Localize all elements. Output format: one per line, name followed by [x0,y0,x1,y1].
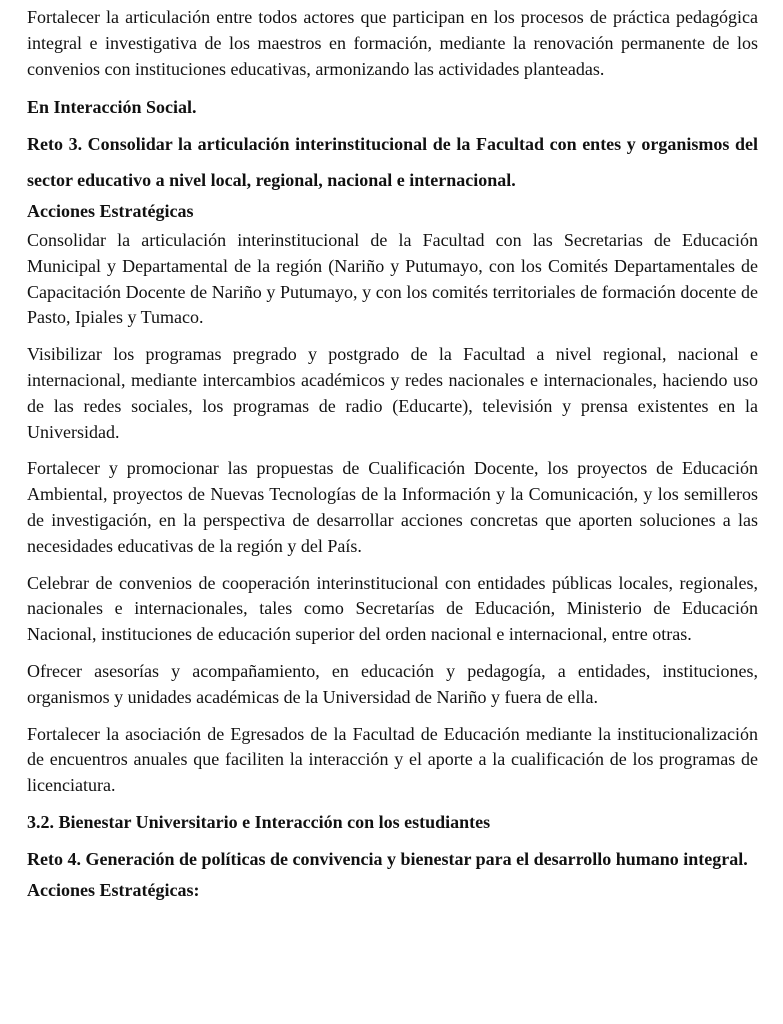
document-page [27,5,758,907]
action-paragraph: Fortalecer y promocionar las propuestas de Cualificación Docente, los proyectos de Educación Ambiental, proyectos de Nuevas Tecnologías de la Información y la Comunicación, y los semilleros de investigación, en la perspectiva de desarrollar acciones concretas que aporten soluciones a las necesidades educativas de la región y del País. [27,458,758,556]
acciones-estrategicas-heading: Acciones Estratégicas [27,201,194,222]
section-heading-bienestar: 3.2. Bienestar Universitario e Interacción con los estudiantes [27,811,491,832]
action-paragraph: Celebrar de convenios de cooperación interinstitucional con entidades públicas locales, regionales, nacionales e internacionales, tales como Secretarías de Educación, Ministerio de Educación Nacional, instituciones de educación superior del orden nacional e internacional, entre otras. [27,572,758,645]
reto-3-heading: Reto 3. Consolidar la articulación interinstitucional de la Facultad con entes y organismos del sector educativo a nivel local, regional, nacional e internacional. [27,134,758,191]
action-paragraph: Fortalecer la asociación de Egresados de la Facultad de Educación mediante la institucionalización de encuentros anuales que faciliten la interacción y el aporte a la cualificación de los programas de licenciatura. [27,723,758,796]
acciones-estrategicas-heading: Acciones Estratégicas: [27,879,200,900]
action-paragraph: Ofrecer asesorías y acompañamiento, en educación y pedagogía, a entidades, instituciones, organismos y unidades académicas de la Universidad de Nariño y fuera de ella. [27,660,758,707]
action-paragraph: Consolidar la articulación interinstitucional de la Facultad con las Secretarias de Educación Municipal y Departamental de la región (Nariño y Putumayo, con los Comités Departamentales de Capacitación Docente de Nariño y Putumayo, y con los comités territoriales de formación docente de Pasto, Ipiales y Tumaco. [27,229,758,328]
action-paragraph: Visibilizar los programas pregrado y postgrado de la Facultad a nivel regional, nacional e internacional, mediante intercambios académicos y redes nacionales e internacionales, haciendo uso de las redes sociales, los programas de radio (Educarte), televisión y prensa existentes en la Universidad. [27,344,758,442]
reto-4-heading: Reto 4. Generación de políticas de convivencia y bienestar para el desarrollo humano integral. [27,848,748,869]
section-heading-interaccion-social: En Interacción Social. [27,97,197,118]
intro-paragraph: Fortalecer la articulación entre todos actores que participan en los procesos de práctica pedagógica integral e investigativa de los maestros en formación, mediante la renovación permanente de los convenios con instituciones educativas, armonizando las actividades planteadas. [27,7,758,79]
